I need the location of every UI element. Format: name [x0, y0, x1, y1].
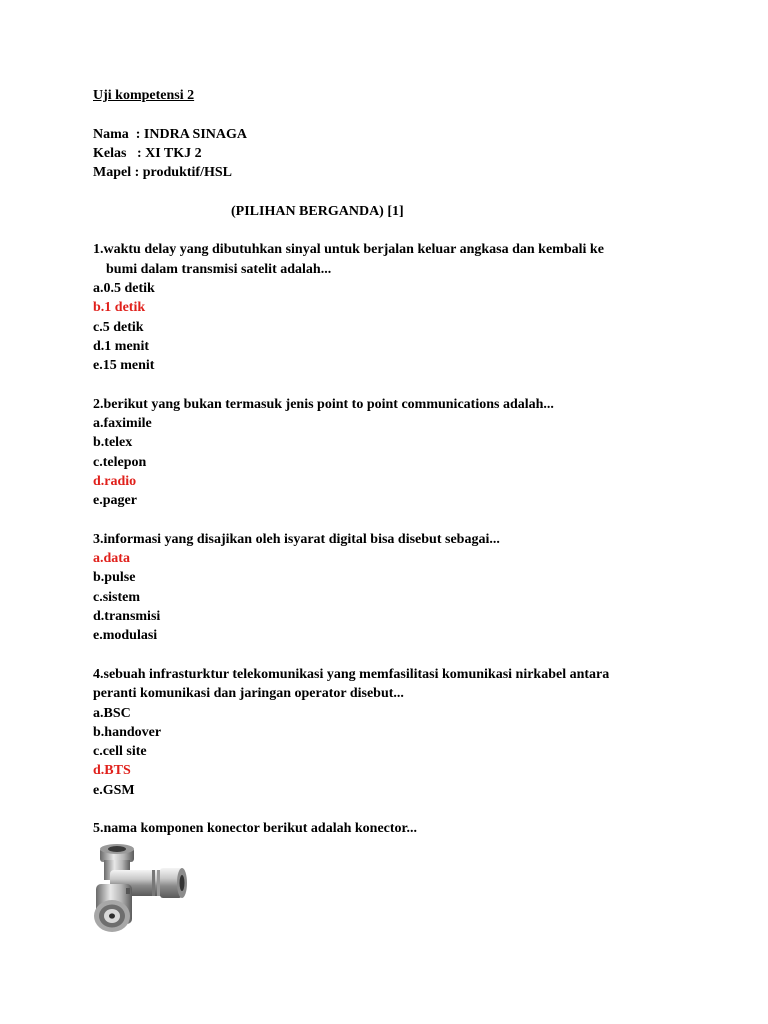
option-b-correct: b.1 detik: [93, 300, 146, 316]
question-text: 4.sebuah infrasturktur telekomunikasi yang memfasilitasi komunikasi nirkabel antara: [93, 666, 610, 682]
option-c: c.cell site: [93, 744, 147, 760]
option-b: b.pulse: [93, 570, 136, 586]
option-b: b.telex: [93, 435, 133, 451]
bnc-t-connector-image: [90, 840, 190, 936]
question-text: 2.berikut yang bukan termasuk jenis point to point communications adalah...: [93, 396, 554, 412]
option-e: e.modulasi: [93, 628, 158, 644]
option-e: e.15 menit: [93, 358, 155, 374]
option-d: d.transmisi: [93, 609, 161, 625]
question-text: 3.informasi yang disajikan oleh isyarat digital bisa disebut sebagai...: [93, 531, 500, 547]
subject: Mapel : produktif/HSL: [93, 165, 232, 181]
document-page: [93, 86, 693, 839]
question-5: [93, 819, 693, 838]
option-e: e.pager: [93, 493, 137, 509]
document-title: Uji kompetensi 2: [93, 88, 195, 103]
question-text: peranti komunikasi dan jaringan operator disebut...: [93, 686, 404, 702]
option-a: a.0.5 detik: [93, 280, 155, 296]
option-c: c.telepon: [93, 454, 147, 470]
option-c: c.sistem: [93, 589, 141, 605]
question-text: 5.nama komponen konector berikut adalah konector...: [93, 821, 417, 837]
option-c: c.5 detik: [93, 319, 144, 335]
option-d-correct: d.BTS: [93, 763, 131, 779]
student-name: Nama : INDRA SINAGA: [93, 126, 248, 142]
question-text: 1.waktu delay yang dibutuhkan sinyal untuk berjalan keluar angkasa dan kembali ke: [93, 242, 604, 258]
student-class: Kelas : XI TKJ 2: [93, 145, 202, 161]
bnc-t-connector-icon: [90, 840, 190, 936]
question-4: [93, 665, 693, 800]
question-1: [93, 240, 693, 375]
option-e: e.GSM: [93, 782, 135, 798]
option-d-correct: d.radio: [93, 473, 137, 489]
option-d: d.1 menit: [93, 338, 149, 354]
question-text: bumi dalam transmisi satelit adalah...: [106, 261, 332, 277]
option-a-correct: a.data: [93, 551, 130, 567]
question-2: [93, 395, 693, 511]
question-3: [93, 530, 693, 646]
option-b: b.handover: [93, 724, 162, 740]
option-a: a.faximile: [93, 416, 152, 432]
section-heading: (PILIHAN BERGANDA) [1]: [231, 203, 404, 219]
option-a: a.BSC: [93, 705, 131, 721]
